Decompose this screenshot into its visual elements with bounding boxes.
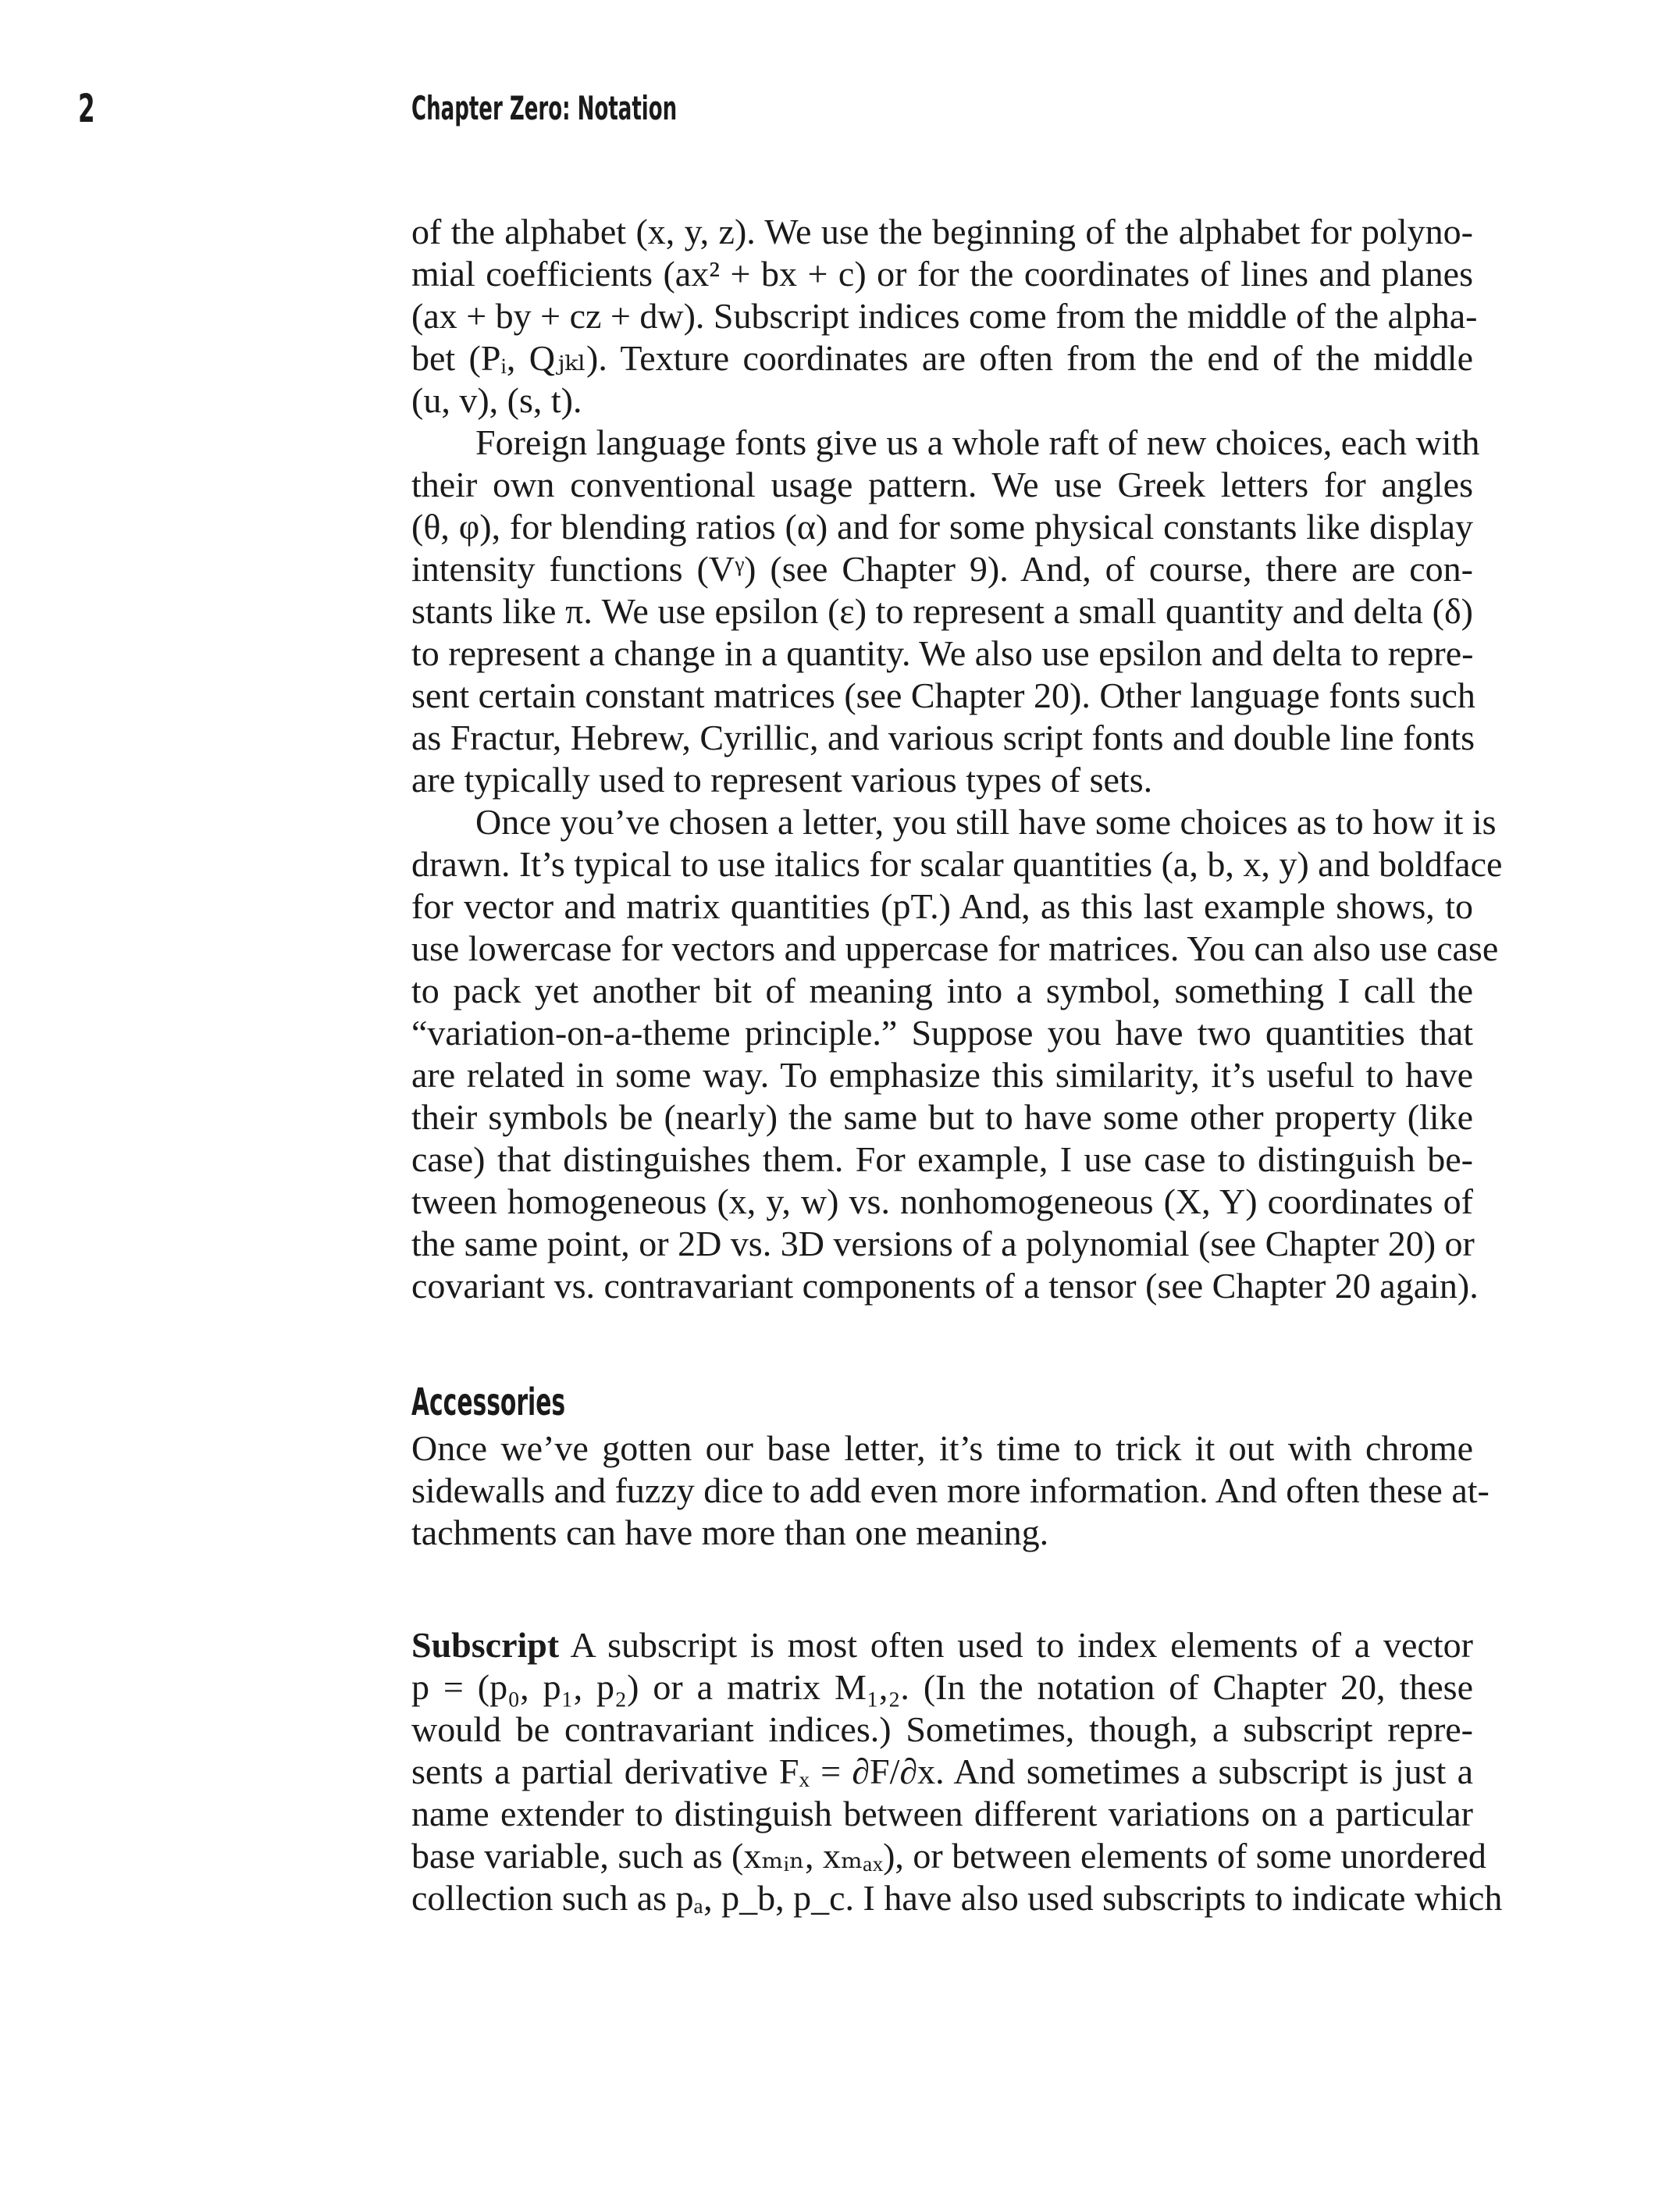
text-line: as Fractur, Hebrew, Cyrillic, and various script fonts and double line fonts (411, 718, 1475, 757)
page-number: 2 (78, 86, 95, 131)
text-line: bet (Pᵢ, Qⱼₖₗ). Texture coordinates are often from the end of the middle (411, 338, 1473, 378)
text-line: “variation-on-a-theme principle.” Suppose you have two quantities that (411, 1013, 1473, 1053)
text-line: p = (p₀, p₁, p₂) or a matrix M₁,₂. (In the notation of Chapter 20, these (411, 1667, 1473, 1707)
text-line: their own conventional usage pattern. We use Greek letters for angles (411, 465, 1473, 504)
text-line: are related in some way. To emphasize this similarity, it’s useful to have (411, 1055, 1473, 1095)
text-line: Once you’ve chosen a letter, you still have some choices as to how it is (475, 802, 1497, 842)
body-text (411, 211, 1503, 1307)
text-line: intensity functions (Vᵞ) (see Chapter 9). And, of course, there are con- (411, 549, 1473, 589)
text-line: Foreign language fonts give us a whole raft of new choices, each with (475, 422, 1480, 462)
text-line: sidewalls and fuzzy dice to add even more information. And often these at- (411, 1470, 1490, 1510)
text-line: tween homogeneous (x, y, w) vs. nonhomogeneous (X, Y) coordinates of (411, 1181, 1473, 1221)
text-line: sents a partial derivative Fₓ = ∂F/∂x. And sometimes a subscript is just a (411, 1751, 1473, 1791)
text-fragment: A subscript is most often used to index elements of a vector (570, 1625, 1473, 1665)
text-line: sent certain constant matrices (see Chapter 20). Other language fonts such (411, 675, 1475, 715)
text-line: name extender to distinguish between different variations on a particular (411, 1794, 1473, 1833)
text-line: (ax + by + cz + dw). Subscript indices come from the middle of the alpha- (411, 296, 1478, 336)
text-line: tachments can have more than one meaning. (411, 1513, 1049, 1552)
text-line: to pack yet another bit of meaning into a symbol, something I call the (411, 971, 1473, 1010)
text-line: their symbols be (nearly) the same but to have some other property (like (411, 1097, 1473, 1137)
text-line (411, 1624, 1473, 1666)
subscript-paragraph (411, 1624, 1503, 1919)
text-line: drawn. It’s typical to use italics for scalar quantities (a, b, x, y) and boldface (411, 844, 1503, 884)
text-line: covariant vs. contravariant components of a tensor (see Chapter 20 again). (411, 1266, 1479, 1306)
text-line: collection such as pₐ, p_b, p_c. I have also used subscripts to indicate which (411, 1878, 1503, 1918)
text-line: (u, v), (s, t). (411, 380, 582, 420)
text-line: use lowercase for vectors and uppercase for matrices. You can also use case (411, 928, 1499, 968)
text-line: to represent a change in a quantity. We also use epsilon and delta to repre- (411, 633, 1474, 673)
text-line: of the alphabet (x, y, z). We use the beginning of the alphabet for polyno- (411, 212, 1473, 251)
text-line: mial coefficients (ax² + bx + c) or for the coordinates of lines and planes (411, 254, 1473, 294)
term-label: Subscript (411, 1625, 560, 1665)
text-line: (θ, φ), for blending ratios (α) and for some physical constants like display (411, 507, 1473, 547)
text-line: case) that distinguishes them. For example, I use case to distinguish be- (411, 1139, 1473, 1179)
text-line: base variable, such as (xₘᵢₙ, xₘₐₓ), or between elements of some unordered (411, 1836, 1486, 1876)
text-line: the same point, or 2D vs. 3D versions of a polynomial (see Chapter 20) or (411, 1224, 1475, 1263)
section-paragraph (411, 1427, 1490, 1554)
section-heading: Accessories (411, 1381, 566, 1424)
text-line: for vector and matrix quantities (pT.) And, as this last example shows, to (411, 886, 1473, 926)
text-line: would be contravariant indices.) Sometimes, though, a subscript repre- (411, 1709, 1473, 1749)
text-line: stants like π. We use epsilon (ε) to represent a small quantity and delta (δ) (411, 591, 1473, 631)
text-line: Once we’ve gotten our base letter, it’s time to trick it out with chrome (411, 1428, 1473, 1468)
text-line: are typically used to represent various types of sets. (411, 760, 1153, 800)
running-head: Chapter Zero: Notation (411, 89, 678, 127)
